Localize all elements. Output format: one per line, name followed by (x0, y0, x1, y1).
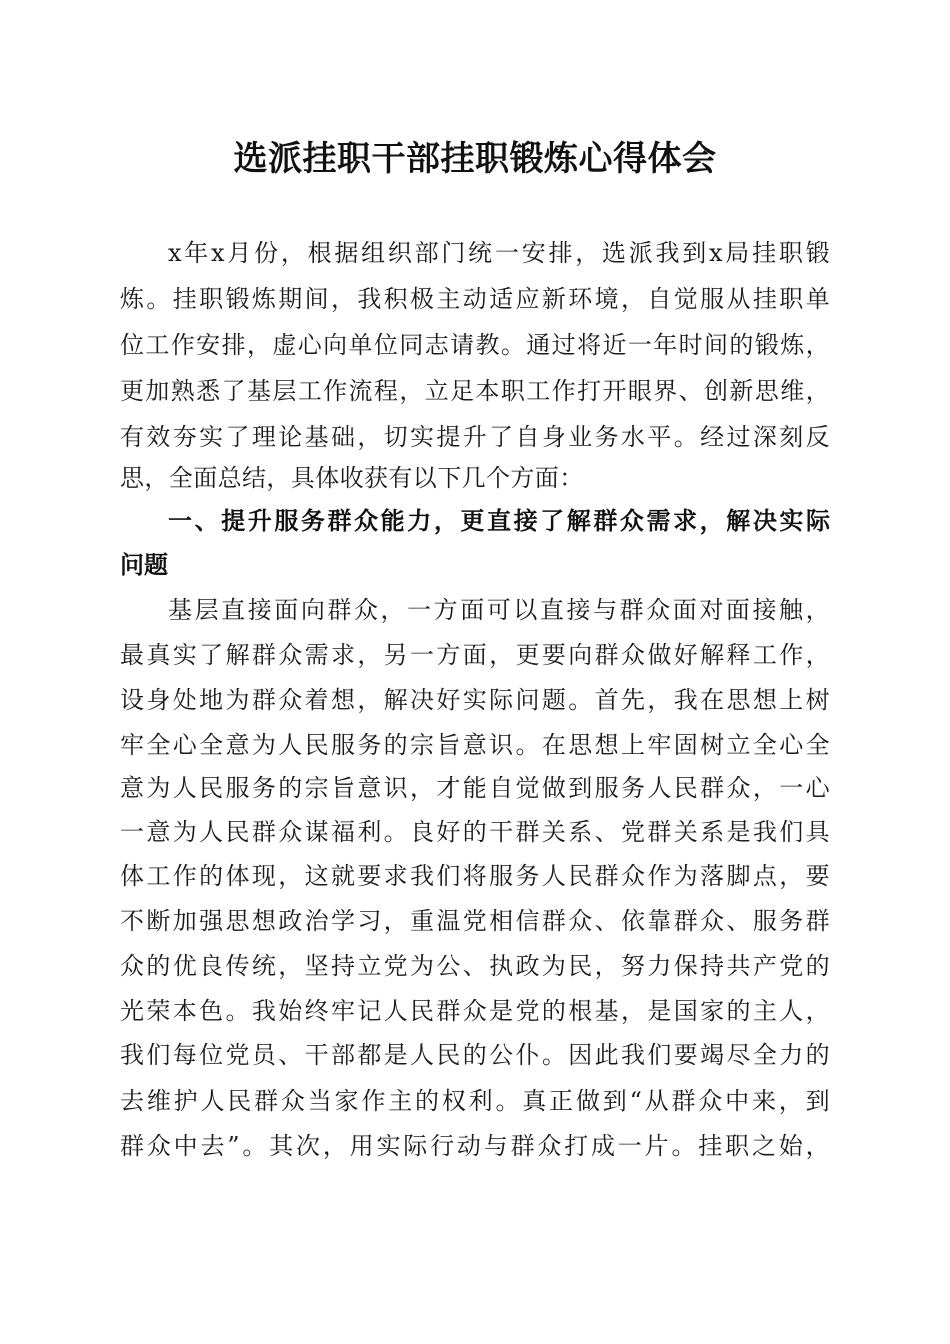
paragraph-line: 意为人民服务的宗旨意识，才能自觉做到服务人民群众，一心 (120, 774, 830, 802)
paragraph-line: 有效夯实了理论基础，切实提升了自身业务水平。经过深刻反 (120, 423, 830, 451)
paragraph-line: 炼。挂职锻炼期间，我积极主动适应新环境，自觉服从挂职单 (120, 285, 830, 313)
paragraph-line: x年x月份，根据组织部门统一安排，选派我到x局挂职锻 (168, 239, 830, 267)
paragraph-line: 更加熟悉了基层工作流程，立足本职工作打开眼界、创新思维， (120, 377, 830, 405)
paragraph-line: 思，全面总结，具体收获有以下几个方面： (120, 464, 584, 492)
paragraph-line: 众的优良传统，坚持立党为公、执政为民，努力保持共产党的 (120, 952, 830, 980)
paragraph-line: 基层直接面向群众，一方面可以直接与群众面对面接触， (168, 596, 830, 624)
paragraph-line: 体工作的体现，这就要求我们将服务人民群众作为落脚点，要 (120, 862, 830, 890)
document-title: 选派挂职干部挂职锻炼心得体会 (233, 139, 717, 179)
paragraph-line: 群众中去”。其次，用实际行动与群众打成一片。挂职之始， (120, 1132, 830, 1160)
section-heading: 一、提升服务群众能力，更直接了解群众需求，解决实际 (168, 507, 830, 535)
paragraph-line: 去维护人民群众当家作主的权利。真正做到“从群众中来，到 (120, 1087, 830, 1115)
paragraph-line: 一意为人民群众谋福利。良好的干群关系、党群关系是我们具 (120, 818, 830, 846)
paragraph-line: 最真实了解群众需求，另一方面，更要向群众做好解释工作， (120, 641, 830, 669)
paragraph-line: 位工作安排，虚心向单位同志请教。通过将近一年时间的锻炼， (120, 331, 830, 359)
paragraph-line: 光荣本色。我始终牢记人民群众是党的根基，是国家的主人， (120, 997, 830, 1025)
paragraph-line: 牢全心全意为人民服务的宗旨意识。在思想上牢固树立全心全 (120, 731, 830, 759)
section-heading: 问题 (120, 551, 168, 579)
paragraph-line: 设身处地为群众着想，解决好实际问题。首先，我在思想上树 (120, 686, 830, 714)
paragraph-line: 我们每位党员、干部都是人民的公仆。因此我们要竭尽全力的 (120, 1041, 830, 1069)
paragraph-line: 不断加强思想政治学习，重温党相信群众、依靠群众、服务群 (120, 907, 830, 935)
